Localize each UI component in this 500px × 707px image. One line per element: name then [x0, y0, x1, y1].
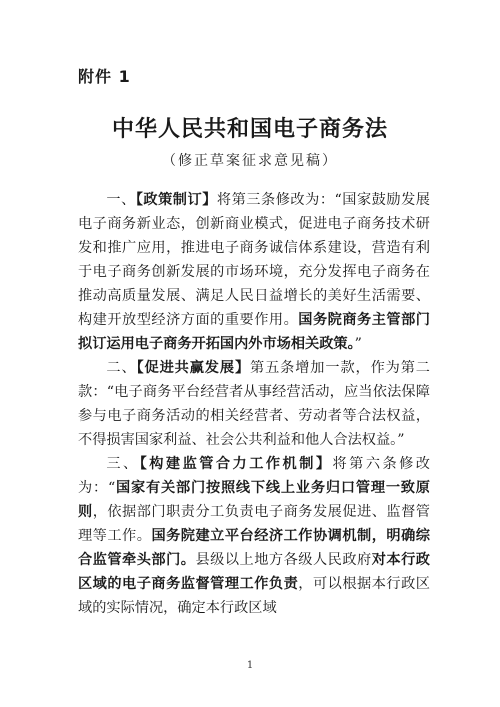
attachment-label: 附件 1	[78, 67, 131, 86]
segment: 县级以上地方各级人民政府	[195, 552, 372, 568]
segment: 一、	[106, 192, 136, 208]
segment: ，可以根据本行政区域的实际情况，确定本行政区域	[78, 576, 430, 616]
paragraph-2	[78, 356, 430, 452]
page-number: 1	[246, 660, 254, 671]
segment-bold: 对本行政区域的电子商务监督管理工作负责	[78, 552, 430, 592]
document-title: 中华人民共和国电子商务法	[111, 116, 388, 142]
segment: 三、	[106, 456, 140, 472]
paragraph-3	[78, 452, 430, 620]
segment: ”	[354, 336, 362, 352]
segment-bold: 【政策制订】	[135, 192, 217, 208]
paragraph-1	[78, 188, 430, 356]
document-subtitle: （修正草案征求意见稿）	[162, 153, 338, 169]
segment: 二、	[106, 360, 137, 376]
segment: 将第六条修改为：“	[78, 456, 430, 496]
segment: 将第三条修改为：“国家鼓励发展电子商务新业态，创新商业模式，促进电子商务技术研发和推广应用，推进电子商务诚信体系建设，营造有利于电子商务创新发展的市场环境，充分发挥电子商务在推动高质量发展、满足人民日益增长的美好生活需要、构建开放型经济方面的重要作用。	[78, 192, 430, 328]
segment-bold: 国家有关部门按照线下线上业务归口管理一致原则	[78, 480, 430, 520]
segment: 第五条增加一款，作为第二款：“电子商务平台经营者从事经营活动，应当依法保障参与电子商务活动的相关经营者、劳动者等合法权益，不得损害国家利益、社会公共利益和他人合法权益。”	[78, 360, 430, 448]
segment-bold: 国务院建立平台经济工作协调机制，明确综合监管牵头部门。	[78, 528, 430, 568]
document-body	[78, 188, 430, 620]
segment-bold: 【构建监管合力工作机制】	[139, 456, 333, 472]
segment-bold: 国务院商务主管部门拟订运用电子商务开拓国内外市场相关政策。	[78, 312, 430, 352]
segment-bold: 【促进共赢发展】	[136, 360, 251, 376]
segment: ，依据部门职责分工负责电子商务发展促进、监督管理等工作。	[78, 504, 430, 544]
